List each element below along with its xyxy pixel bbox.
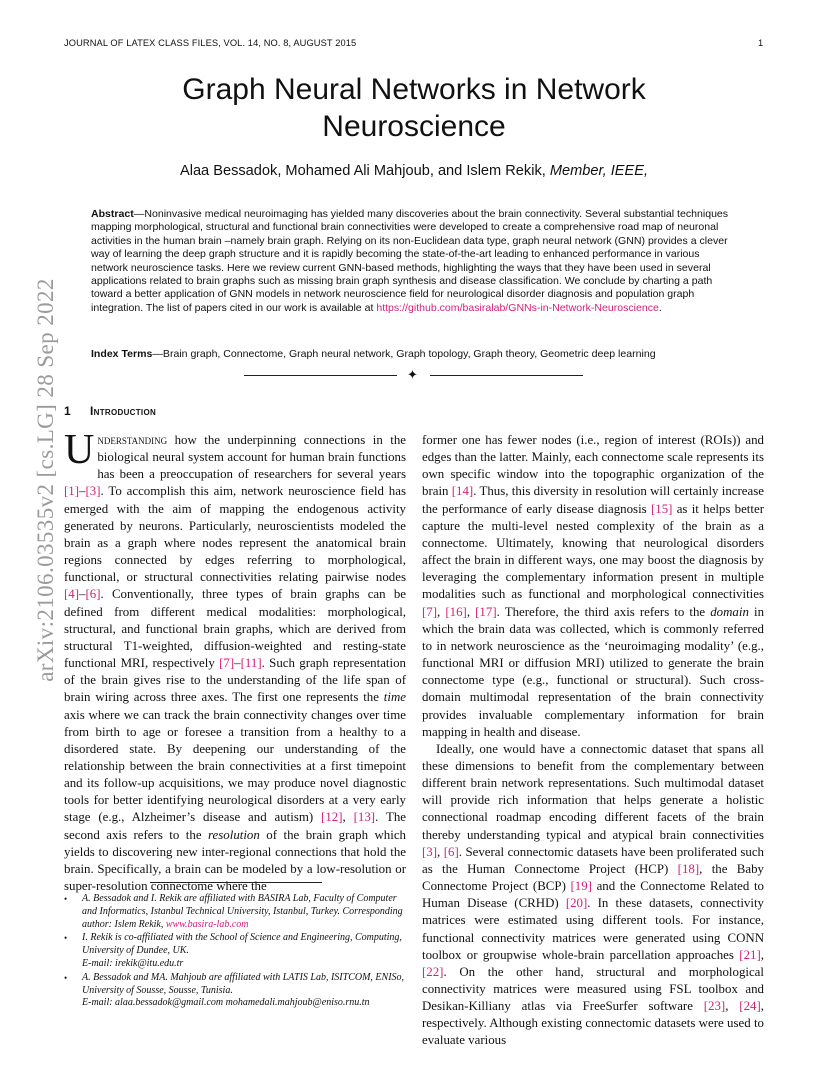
separator-rule-right bbox=[430, 375, 583, 376]
index-terms bbox=[91, 348, 737, 360]
lab-website-link[interactable]: www.basira-lab.com bbox=[165, 918, 249, 930]
text-run: , the Baby Connectome Project (BCP) bbox=[422, 861, 764, 894]
text-run: . On the other hand, structural and morphological connectivity matrices were measured using FSL toolbox and Desikan-Killiany atlas via FreeSurfer software bbox=[422, 964, 764, 1014]
left-column bbox=[64, 427, 406, 895]
abstract-text: —Noninvasive medical neuroimaging has yielded many discoveries about the brain connectivity. Several substantial techniques mapping morphological, structural and functional brain connectivities were developed to create a comprehensive road map of neuronal activities in the human brain –namely brain graph. Relying on its non-Euclidean data type, graph neural network (GNN) provides a clever way of learning the deep graph structure and it is rapidly becoming the state-of-the-art leading to enhanced performance in various network neuroscience tasks. Here we review current GNN-based methods, highlighting the ways that they have been used in several applications related to brain graphs such as missing brain graph synthesis and disease classification. We conclude by charting a path toward a better application of GNN models in network neuroscience field for neurological disorder diagnosis and population graph integration. The list of papers cited in our work is available at bbox=[91, 208, 729, 314]
citation-link[interactable]: [11] bbox=[240, 656, 262, 671]
abstract bbox=[91, 208, 737, 315]
citation-link[interactable]: [23] bbox=[703, 999, 726, 1014]
text-run: axis where we can track the brain connectivity changes over time from birth to age or foresee a transition from a healthy to a disordered state. By deepening our understanding of the relationship between the brain connectivities at a first timepoint and its follow-up acquisitions, we may produce novel diagnostic tools for better identifying neurological disorders at a very early stage (e.g., Alzheimer’s disease and autism) bbox=[64, 707, 406, 825]
right-column bbox=[422, 432, 764, 1050]
text-run: as it helps better capture the multi-level nested complexity of the brain as a connectome. Ultimately, knowing that neurological disorders affect the brain in different ways, one may boost the diagnosis by leveraging the complementary information present in multiple modalities such as functional and morphological connectivities bbox=[422, 501, 764, 602]
text-run: , bbox=[466, 604, 476, 619]
citation-link[interactable]: [22] bbox=[422, 964, 444, 979]
text-run: – bbox=[79, 484, 86, 499]
text-run: . Thus, this diversity in resolution will certainly increase the performance of early disease diagnosis bbox=[422, 484, 764, 516]
separator-diamond-icon: ✦ bbox=[407, 367, 418, 382]
citation-link[interactable]: [18] bbox=[677, 861, 700, 876]
footnote-item bbox=[64, 932, 406, 970]
index-terms-label: Index Terms bbox=[91, 348, 153, 360]
citation-link[interactable]: [24] bbox=[739, 999, 761, 1014]
drop-cap: U bbox=[64, 427, 95, 473]
text-run: and the Connectome Related to Human Disease (CRHD) bbox=[422, 879, 764, 911]
text-run: how the underpinning connections in the biological neural system account for human brain functions has been a preoccupation of researchers for several years bbox=[97, 433, 406, 482]
text-run: – bbox=[234, 656, 241, 671]
text-run: , respectively. Although existing connectomic datasets were used to evaluate various bbox=[422, 999, 764, 1048]
citation-link[interactable]: [4] bbox=[64, 587, 80, 602]
section-heading bbox=[64, 404, 156, 418]
footnote-item bbox=[64, 893, 406, 931]
citation-link[interactable]: [12] bbox=[321, 810, 343, 825]
citation-link[interactable]: [16] bbox=[445, 604, 467, 619]
lead-in-small-caps: nderstanding bbox=[97, 433, 168, 447]
text-run: , bbox=[760, 947, 764, 962]
text-run: . In these datasets, connectivity matrices were estimated using different tools. For instance, functional connectivity matrices were generated using CONN toolbox or groupwise whole-brain parcellation approaches bbox=[422, 896, 764, 962]
text-run: in which the brain data was collected, which is commonly referred to in network neuroscience as the ‘neuroimaging modality’ (e.g., functional MRI or diffusion MRI) utilized to generate the brain connectome type (e.g., functional or structural). Such cross-domain multimodal representation of the brain connectivity provides invaluable complementary information for brain mapping in health and disease. bbox=[422, 604, 765, 739]
running-head: JOURNAL OF LATEX CLASS FILES, VOL. 14, NO. 8, AUGUST 2015 bbox=[64, 38, 357, 48]
text-run: . Several connectomic datasets have been proliferated such as the Human Connectome Project (HCP) bbox=[422, 844, 765, 876]
author-names: Alaa Bessadok, Mohamed Ali Mahjoub, and Islem Rekik, bbox=[179, 163, 546, 179]
citation-link[interactable]: [1] bbox=[64, 484, 80, 499]
repository-link[interactable]: https://github.com/basiralab/GNNs-in-Network-Neuroscience bbox=[376, 301, 659, 314]
footnote-rule bbox=[150, 882, 322, 883]
text-run: , bbox=[342, 810, 354, 825]
citation-link[interactable]: [7] bbox=[219, 656, 235, 671]
citation-link[interactable]: [19] bbox=[570, 879, 592, 894]
citation-link[interactable]: [17] bbox=[475, 604, 497, 619]
text-run: – bbox=[79, 587, 86, 602]
text-run: , bbox=[437, 604, 446, 619]
text-run: . The second axis refers to the bbox=[64, 810, 406, 842]
emphasis-domain: domain bbox=[710, 604, 749, 619]
text-run: of the brain graph which yields to discovering new inter-regional connections that hold the brain. Specifically, a brain can be modeled by a low-resolution or super-resolution connectome where the bbox=[64, 827, 406, 894]
text-run: former one has fewer nodes (i.e., region of interest (ROIs)) and edges than the latter. Mainly, each connectome scale represents its own specific window into the topographic organization of the brain bbox=[422, 433, 764, 499]
footnotes bbox=[64, 893, 406, 1011]
text-run: , bbox=[437, 844, 444, 859]
footnote-email: E-mail: alaa.bessadok@gmail.com mohamedali.mahjoub@eniso.rnu.tn bbox=[82, 997, 370, 1009]
citation-link[interactable]: [15] bbox=[650, 501, 673, 516]
footnote-email: E-mail: irekik@itu.edu.tr bbox=[82, 957, 184, 969]
text-run: . Conventionally, three types of brain graphs can be defined from different medical modalities: morphological, structural, and functional brain graphs, which are derived from structural T1-weighted, diffusion-weighted and resting-state functional MRI, respectively bbox=[64, 587, 406, 671]
text-run: Ideally, one would have a connectomic dataset that spans all these dimensions to benefit from the complementary between different brain network representations. Such multimodal dataset will provide rich information that helps generate a holistic connectional roadmap encoding different facets of the brain thereby understanding typical and atypical brain connectivities bbox=[422, 741, 764, 842]
text-run: . Therefore, the third axis refers to the bbox=[496, 604, 711, 619]
citation-link[interactable]: [6] bbox=[443, 844, 459, 859]
footnote-text: A. Bessadok and MA. Mahjoub are affiliated with LATIS Lab, ISITCOM, ENISo, University of Sousse, Sousse, Tunisia. bbox=[82, 971, 405, 996]
abstract-label: Abstract bbox=[91, 208, 134, 220]
text-run: , bbox=[725, 999, 740, 1014]
citation-link[interactable]: [6] bbox=[85, 587, 101, 602]
author-list bbox=[100, 163, 728, 179]
text-run: . Such graph representation of the brain gives rise to the understanding of the life span of brain wiring across three axes. The first one represents the bbox=[64, 656, 406, 705]
citation-link[interactable]: [7] bbox=[422, 604, 438, 619]
bullet-icon: • bbox=[64, 933, 68, 944]
bullet-icon: • bbox=[64, 894, 68, 904]
intro-paragraph-1 bbox=[64, 427, 406, 895]
emphasis-time: time bbox=[383, 690, 406, 705]
citation-link[interactable]: [13] bbox=[353, 810, 376, 825]
citation-link[interactable]: [3] bbox=[422, 844, 438, 859]
separator-rule-left bbox=[244, 375, 397, 376]
section-number: 1 bbox=[64, 404, 71, 418]
intro-paragraph-1-cont bbox=[422, 432, 764, 741]
footnote-text: A. Bessadok and I. Rekik are affiliated with BASIRA Lab, Faculty of Computer and Informatics, Istanbul Technical University, Istanbul, Turkey. Corresponding author: Islem Rekik, bbox=[82, 893, 403, 930]
citation-link[interactable]: [21] bbox=[739, 947, 761, 962]
abstract-link-suffix: . bbox=[658, 301, 662, 314]
index-terms-text: —Brain graph, Connectome, Graph neural network, Graph topology, Graph theory, Geometric deep learning bbox=[152, 348, 656, 360]
arxiv-stamp[interactable]: arXiv:2106.03535v2 [cs.LG] 28 Sep 2022 bbox=[33, 278, 58, 682]
intro-paragraph-2 bbox=[422, 741, 764, 1050]
citation-link[interactable]: [3] bbox=[85, 484, 101, 499]
section-title: Introduction bbox=[90, 404, 157, 418]
author-membership: Member, IEEE, bbox=[549, 163, 649, 179]
text-run: . To accomplish this aim, network neuroscience field has emerged with the aim of mapping the endogenous activity generated by neurons. Particularly, neuroscientists modeled the brain as a graph where nodes represent the anatomical brain regions connected by edges referring to morphological, functional, or structural connectivities relating pairwise nodes bbox=[64, 484, 406, 585]
citation-link[interactable]: [20] bbox=[565, 896, 588, 911]
footnote-text: I. Rekik is co-affiliated with the School of Science and Engineering, Computing, University of Dundee, UK. bbox=[82, 932, 402, 957]
emphasis-resolution: resolution bbox=[208, 827, 260, 842]
footnote-item bbox=[64, 972, 406, 1010]
citation-link[interactable]: [14] bbox=[451, 484, 474, 499]
paper-title: Graph Neural Networks in Network Neuroscience bbox=[182, 73, 646, 143]
bullet-icon: • bbox=[64, 972, 68, 983]
page-number: 1 bbox=[758, 38, 764, 48]
